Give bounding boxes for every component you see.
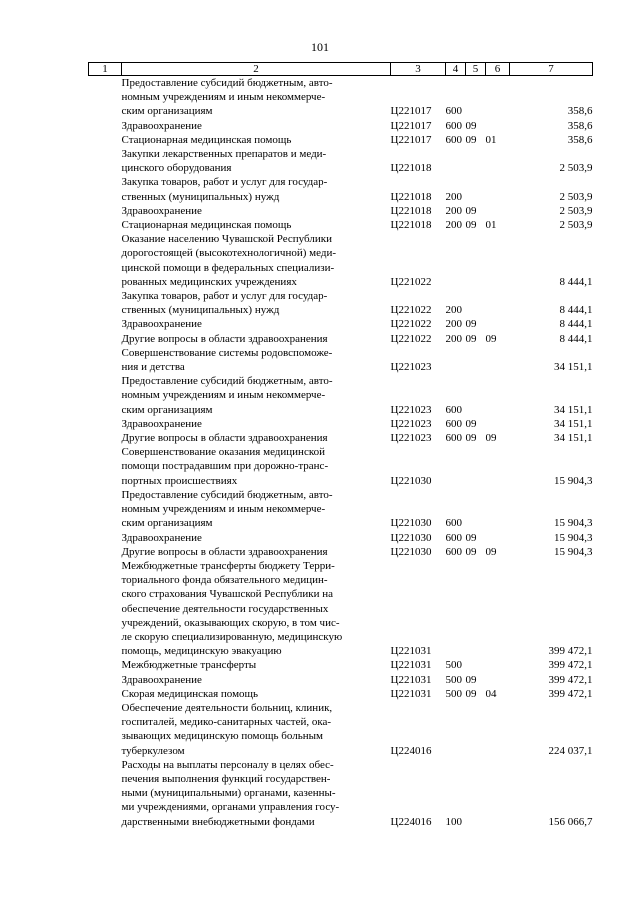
cell-target-code: Ц221022 <box>390 304 432 317</box>
cell-col-1 <box>89 545 122 559</box>
cell-item-name <box>122 545 391 559</box>
cell-amount: 399 472,1 <box>548 673 593 686</box>
item-name-line: Совершенствование оказания медицинской <box>121 446 325 459</box>
cell-item-name <box>122 374 391 417</box>
item-name-line: Здравоохранение <box>121 417 202 430</box>
cell-section: 09 <box>465 219 477 232</box>
cell-amount: 156 066,7 <box>548 815 593 828</box>
cell-expense-type: 500 <box>445 687 462 700</box>
cell-col-1 <box>89 445 122 488</box>
cell-amount: 2 503,9 <box>559 204 593 217</box>
item-name-line: Другие вопросы в области здравоохранения <box>121 332 328 345</box>
cell-expense-type: 600 <box>445 119 462 132</box>
cell-amount: 34 151,1 <box>554 361 593 374</box>
cell-expense-type <box>446 232 466 289</box>
table-header <box>89 63 593 76</box>
cell-col-1 <box>89 559 122 658</box>
cell-section <box>466 76 486 119</box>
item-name-line: Другие вопросы в области здравоохранения <box>121 432 328 445</box>
table-row <box>89 232 593 289</box>
cell-amount: 15 904,3 <box>554 545 593 558</box>
table-row <box>89 658 593 672</box>
cell-col-1 <box>89 531 122 545</box>
cell-section: 09 <box>465 119 477 132</box>
item-name-line: Закупка товаров, работ и услуг для государ- <box>121 290 328 303</box>
cell-item-name <box>122 488 391 531</box>
item-name-line: печения выполнения функций государствен- <box>121 772 331 785</box>
cell-subsection: 04 <box>485 687 497 700</box>
table-row <box>89 133 593 147</box>
cell-col-1 <box>89 119 122 133</box>
cell-section: 09 <box>465 687 477 700</box>
cell-col-1 <box>89 346 122 374</box>
cell-target-code: Ц221023 <box>390 417 432 430</box>
cell-section <box>466 147 486 175</box>
table-body <box>89 76 593 829</box>
cell-subsection <box>486 673 510 687</box>
cell-subsection <box>486 204 510 218</box>
cell-subsection <box>486 119 510 133</box>
cell-target-code: Ц221031 <box>390 687 432 700</box>
cell-col-1 <box>89 133 122 147</box>
item-name-line: Другие вопросы в области здравоохранения <box>121 545 328 558</box>
cell-amount: 8 444,1 <box>559 318 593 331</box>
cell-amount: 399 472,1 <box>548 645 593 658</box>
table-row <box>89 119 593 133</box>
cell-col-1 <box>89 673 122 687</box>
cell-section <box>466 701 486 758</box>
cell-item-name <box>122 204 391 218</box>
cell-col-1 <box>89 417 122 431</box>
cell-item-name <box>122 133 391 147</box>
item-name-line: рованных медицинских учреждениях <box>121 275 297 288</box>
table-row <box>89 545 593 559</box>
cell-subsection <box>486 346 510 374</box>
header-row <box>89 63 593 76</box>
item-name-line: Совершенствование системы родовспоможе- <box>121 346 333 359</box>
cell-target-code: Ц221023 <box>390 432 432 445</box>
cell-section: 09 <box>465 545 477 558</box>
cell-col-1 <box>89 488 122 531</box>
item-name-line: Оказание населению Чувашской Республики <box>121 233 332 246</box>
cell-col-1 <box>89 289 122 317</box>
cell-col-1 <box>89 232 122 289</box>
cell-expense-type: 200 <box>445 332 462 345</box>
item-name-line: зывающих медицинскую помощь больным <box>121 730 323 743</box>
item-name-line: ственных (муниципальных) нужд <box>121 304 280 317</box>
item-name-line: Предоставление субсидий бюджетным, авто- <box>121 488 333 501</box>
cell-col-1 <box>89 701 122 758</box>
cell-item-name <box>122 332 391 346</box>
item-name-line: ториального фонда обязательного медицин- <box>121 574 328 587</box>
cell-item-name <box>122 701 391 758</box>
cell-amount: 15 904,3 <box>554 517 593 530</box>
table-row <box>89 531 593 545</box>
cell-expense-type <box>446 346 466 374</box>
cell-amount: 34 151,1 <box>554 417 593 430</box>
item-name-line: учреждений, оказывающих скорую, в том чис- <box>121 616 340 629</box>
cell-subsection <box>486 701 510 758</box>
item-name-line: Здравоохранение <box>121 119 202 132</box>
cell-target-code: Ц221017 <box>390 105 432 118</box>
cell-amount: 399 472,1 <box>548 687 593 700</box>
item-name-line: цинской помощи в федеральных специализи- <box>121 261 335 274</box>
cell-section <box>466 374 486 417</box>
item-name-line: ными (муниципальными) органами, казенны- <box>121 787 336 800</box>
cell-subsection <box>486 175 510 203</box>
item-name-line: Закупка товаров, работ и услуг для государ- <box>121 176 328 189</box>
cell-target-code: Ц221030 <box>390 545 432 558</box>
item-name-line: номным учреждениям и иным некоммерче- <box>121 503 326 516</box>
cell-amount: 15 904,3 <box>554 531 593 544</box>
cell-subsection <box>486 658 510 672</box>
cell-expense-type: 600 <box>445 517 462 530</box>
cell-target-code: Ц221018 <box>390 219 432 232</box>
item-name-line: Предоставление субсидий бюджетным, авто- <box>121 375 333 388</box>
table-row <box>89 431 593 445</box>
table-row <box>89 701 593 758</box>
cell-subsection: 01 <box>485 219 497 232</box>
cell-expense-type: 600 <box>445 133 462 146</box>
cell-expense-type: 200 <box>445 204 462 217</box>
cell-target-code: Ц221022 <box>390 275 432 288</box>
item-name-line: Межбюджетные трансферты <box>121 659 257 672</box>
table-row <box>89 218 593 232</box>
cell-section: 09 <box>465 204 477 217</box>
table-row <box>89 332 593 346</box>
cell-col-1 <box>89 758 122 829</box>
cell-expense-type: 100 <box>445 815 462 828</box>
table-row <box>89 445 593 488</box>
cell-expense-type: 600 <box>445 403 462 416</box>
item-name-line: госпиталей, медико-санитарных частей, ока- <box>121 716 332 729</box>
cell-subsection: 09 <box>485 432 497 445</box>
item-name-line: обеспечение деятельности государственных <box>121 602 329 615</box>
cell-section <box>466 658 486 672</box>
cell-col-1 <box>89 175 122 203</box>
cell-col-1 <box>89 332 122 346</box>
item-name-line: ния и детства <box>121 361 185 374</box>
cell-section <box>466 559 486 658</box>
item-name-line: помощь, медицинскую эвакуацию <box>121 645 282 658</box>
cell-expense-type: 200 <box>445 304 462 317</box>
cell-subsection <box>486 289 510 317</box>
cell-item-name <box>122 76 391 119</box>
table-row <box>89 559 593 658</box>
cell-subsection <box>486 374 510 417</box>
cell-target-code: Ц221031 <box>390 659 432 672</box>
cell-col-1 <box>89 687 122 701</box>
table-row <box>89 76 593 119</box>
cell-target-code: Ц221017 <box>390 133 432 146</box>
item-name-line: портных происшествиях <box>121 474 238 487</box>
cell-item-name <box>122 559 391 658</box>
cell-col-1 <box>89 204 122 218</box>
cell-amount: 358,6 <box>567 119 593 132</box>
cell-expense-type: 600 <box>445 432 462 445</box>
cell-expense-type: 600 <box>445 545 462 558</box>
cell-target-code: Ц221031 <box>390 673 432 686</box>
cell-amount: 224 037,1 <box>548 744 593 757</box>
cell-section: 09 <box>465 417 477 430</box>
cell-item-name <box>122 431 391 445</box>
item-name-line: Скорая медицинская помощь <box>121 687 259 700</box>
cell-expense-type: 600 <box>445 417 462 430</box>
cell-expense-type <box>446 445 466 488</box>
cell-item-name <box>122 317 391 331</box>
item-name-line: ским организациям <box>121 517 213 530</box>
item-name-line: Межбюджетные трансферты бюджету Терри- <box>121 559 335 572</box>
cell-section: 09 <box>465 318 477 331</box>
cell-section: 09 <box>465 432 477 445</box>
item-name-line: Предоставление субсидий бюджетным, авто- <box>121 77 333 89</box>
item-name-line: ле скорую специализированную, медицинскую <box>121 630 343 643</box>
cell-item-name <box>122 687 391 701</box>
header-col-3: 3 <box>391 63 446 76</box>
cell-expense-type <box>446 147 466 175</box>
cell-subsection: 01 <box>485 133 497 146</box>
header-col-5: 5 <box>466 63 486 76</box>
cell-subsection <box>486 758 510 829</box>
cell-section <box>466 289 486 317</box>
budget-table <box>88 62 593 829</box>
cell-target-code: Ц224016 <box>390 744 432 757</box>
table-row <box>89 417 593 431</box>
cell-col-1 <box>89 147 122 175</box>
cell-amount: 34 151,1 <box>554 432 593 445</box>
item-name-line: ми учреждениями, органами управления госу- <box>121 801 340 814</box>
cell-col-1 <box>89 658 122 672</box>
cell-target-code: Ц221030 <box>390 517 432 530</box>
item-name-line: туберкулезом <box>121 744 185 757</box>
item-name-line: Стационарная медицинская помощь <box>121 133 292 146</box>
item-name-line: Стационарная медицинская помощь <box>121 219 292 232</box>
cell-target-code: Ц221023 <box>390 361 432 374</box>
item-name-line: номным учреждениям и иным некоммерче- <box>121 389 326 402</box>
cell-subsection <box>486 559 510 658</box>
cell-item-name <box>122 758 391 829</box>
cell-col-1 <box>89 374 122 417</box>
cell-item-name <box>122 175 391 203</box>
table-row <box>89 289 593 317</box>
cell-target-code: Ц221018 <box>390 190 432 203</box>
cell-expense-type: 600 <box>445 105 462 118</box>
item-name-line: ского страхования Чувашской Республики на <box>121 588 334 601</box>
item-name-line: дорогостоящей (высокотехнологичной) меди- <box>121 247 336 260</box>
item-name-line: дарственными внебюджетными фондами <box>121 815 315 828</box>
item-name-line: цинского оборудования <box>121 162 232 175</box>
table-row <box>89 687 593 701</box>
cell-amount: 358,6 <box>567 105 593 118</box>
cell-col-1 <box>89 76 122 119</box>
item-name-line: номным учреждениям и иным некоммерче- <box>121 91 326 104</box>
cell-target-code: Ц221022 <box>390 332 432 345</box>
cell-section <box>466 175 486 203</box>
cell-section <box>466 445 486 488</box>
cell-expense-type: 500 <box>445 659 462 672</box>
table-row <box>89 204 593 218</box>
item-name-line: ским организациям <box>121 105 213 118</box>
cell-target-code: Ц224016 <box>390 815 432 828</box>
page-number: 101 <box>311 40 329 54</box>
cell-col-1 <box>89 317 122 331</box>
item-name-line: ственных (муниципальных) нужд <box>121 190 280 203</box>
cell-amount: 399 472,1 <box>548 659 593 672</box>
table-row <box>89 673 593 687</box>
cell-subsection: 09 <box>485 545 497 558</box>
cell-amount: 15 904,3 <box>554 474 593 487</box>
cell-expense-type: 200 <box>445 190 462 203</box>
cell-subsection <box>486 417 510 431</box>
item-name-line: помощи пострадавшим при дорожно-транс- <box>121 460 329 473</box>
cell-amount: 34 151,1 <box>554 403 593 416</box>
cell-subsection <box>486 232 510 289</box>
cell-amount: 8 444,1 <box>559 304 593 317</box>
cell-target-code: Ц221017 <box>390 119 432 132</box>
cell-item-name <box>122 119 391 133</box>
cell-section: 09 <box>465 531 477 544</box>
item-name-line: Здравоохранение <box>121 531 202 544</box>
cell-expense-type <box>446 559 466 658</box>
cell-subsection <box>486 76 510 119</box>
header-col-7: 7 <box>510 63 593 76</box>
header-col-4: 4 <box>446 63 466 76</box>
table-row <box>89 488 593 531</box>
item-name-line: ским организациям <box>121 403 213 416</box>
cell-section: 09 <box>465 332 477 345</box>
table-row <box>89 374 593 417</box>
cell-target-code: Ц221022 <box>390 318 432 331</box>
item-name-line: Здравоохранение <box>121 204 202 217</box>
cell-expense-type: 200 <box>445 219 462 232</box>
item-name-line: Закупки лекарственных препаратов и меди- <box>121 148 327 161</box>
cell-item-name <box>122 445 391 488</box>
cell-item-name <box>122 346 391 374</box>
cell-target-code: Ц221030 <box>390 474 432 487</box>
table-row <box>89 317 593 331</box>
item-name-line: Здравоохранение <box>121 673 202 686</box>
table-row <box>89 147 593 175</box>
cell-amount: 2 503,9 <box>559 219 593 232</box>
cell-target-code: Ц221018 <box>390 204 432 217</box>
cell-target-code: Ц221031 <box>390 645 432 658</box>
header-col-6: 6 <box>486 63 510 76</box>
cell-section <box>466 758 486 829</box>
header-col-1: 1 <box>89 63 122 76</box>
cell-item-name <box>122 147 391 175</box>
cell-amount: 8 444,1 <box>559 332 593 345</box>
table-row <box>89 346 593 374</box>
cell-expense-type <box>446 701 466 758</box>
cell-section <box>466 488 486 531</box>
table-row <box>89 758 593 829</box>
cell-expense-type: 600 <box>445 531 462 544</box>
cell-amount: 2 503,9 <box>559 190 593 203</box>
cell-amount: 2 503,9 <box>559 162 593 175</box>
cell-item-name <box>122 218 391 232</box>
cell-subsection <box>486 445 510 488</box>
cell-col-1 <box>89 218 122 232</box>
cell-target-code: Ц221030 <box>390 531 432 544</box>
header-col-2: 2 <box>122 63 391 76</box>
item-name-line: Расходы на выплаты персоналу в целях обес- <box>121 758 334 771</box>
item-name-line: Здравоохранение <box>121 318 202 331</box>
cell-subsection <box>486 147 510 175</box>
cell-target-code: Ц221018 <box>390 162 432 175</box>
item-name-line: Обеспечение деятельности больниц, клиник, <box>121 701 333 714</box>
cell-amount: 8 444,1 <box>559 275 593 288</box>
cell-subsection <box>486 317 510 331</box>
cell-section: 09 <box>465 673 477 686</box>
cell-section <box>466 232 486 289</box>
cell-section <box>466 346 486 374</box>
cell-expense-type: 200 <box>445 318 462 331</box>
cell-col-1 <box>89 431 122 445</box>
cell-expense-type: 500 <box>445 673 462 686</box>
cell-amount: 358,6 <box>567 133 593 146</box>
cell-item-name <box>122 232 391 289</box>
cell-item-name <box>122 289 391 317</box>
table-row <box>89 175 593 203</box>
cell-item-name <box>122 531 391 545</box>
cell-item-name <box>122 658 391 672</box>
cell-subsection: 09 <box>485 332 497 345</box>
cell-section: 09 <box>465 133 477 146</box>
cell-subsection <box>486 531 510 545</box>
cell-target-code: Ц221023 <box>390 403 432 416</box>
cell-item-name <box>122 417 391 431</box>
cell-subsection <box>486 488 510 531</box>
cell-item-name <box>122 673 391 687</box>
